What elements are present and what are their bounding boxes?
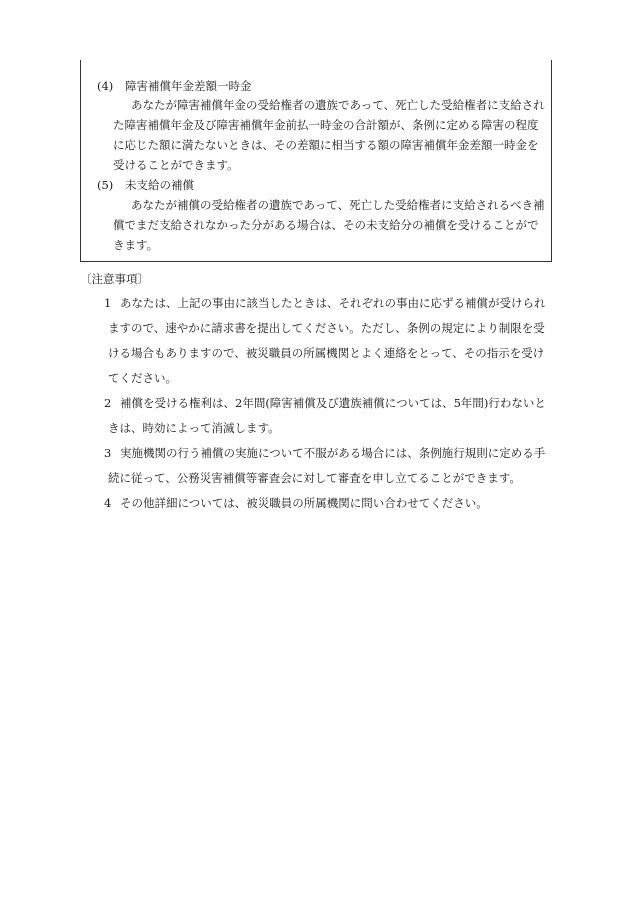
item4-line-4: 受けることができます。 [113, 158, 239, 172]
item5-line-3: きます。 [113, 238, 159, 252]
note1-line-1: あなたは、上記の事由に該当したときは、それぞれの事由に応ずる補償が受けられ [120, 296, 546, 310]
note4-number: 4 [104, 496, 112, 510]
note2-number: 2 [104, 396, 112, 410]
note1-line-4: てください。 [108, 371, 177, 385]
item4-line-2: た障害補償年金及び障害補償年金前払一時金の合計額が、条例に定める障害の程度 [113, 118, 539, 132]
note3-number: 3 [104, 446, 112, 460]
note2-line-2: きは、時効によって消滅します。 [108, 421, 280, 435]
note2-line-1: 補償を受ける権利は、2年間(障害補償及び遺族補償については、5年間)行わないと [120, 396, 546, 410]
note4-line-1: その他詳細については、被災職員の所属機関に問い合わせてください。 [120, 496, 488, 510]
item4-line-1: あなたが障害補償年金の受給権者の遺族であって、死亡した受給権者に支給され [131, 98, 545, 112]
item4-title: 障害補償年金差額一時金 [125, 79, 252, 93]
item4-number: (4) [97, 79, 114, 93]
item4-line-3: に応じた額に満たないときは、その差額に相当する額の障害補償年金差額一時金を [113, 138, 539, 152]
item5-number: (5) [97, 178, 114, 192]
note1-number: 1 [104, 296, 112, 310]
item5-line-1: あなたが補償の受給権者の遺族であって、死亡した受給権者に支給されるべき補 [131, 198, 545, 212]
note3-line-1: 実施機関の行う補償の実施について不服がある場合には、条例施行規則に定める手 [120, 446, 546, 460]
note1-line-3: ける場合もありますので、被災職員の所属機関とよく連絡をとって、その指示を受け [108, 346, 545, 360]
item5-title: 未支給の補償 [125, 178, 194, 192]
notes-heading: 〔注意事項〕 [80, 272, 149, 286]
item5-line-2: 償でまだ支給されなかった分がある場合は、その未支給分の補償を受けることがで [113, 218, 539, 232]
note3-line-2: 続に従って、公務災害補償等審査会に対して審査を申し立てることができます。 [108, 471, 521, 485]
note1-line-2: ますので、速やかに請求書を提出してください。ただし、条例の規定により制限を受 [108, 321, 545, 335]
